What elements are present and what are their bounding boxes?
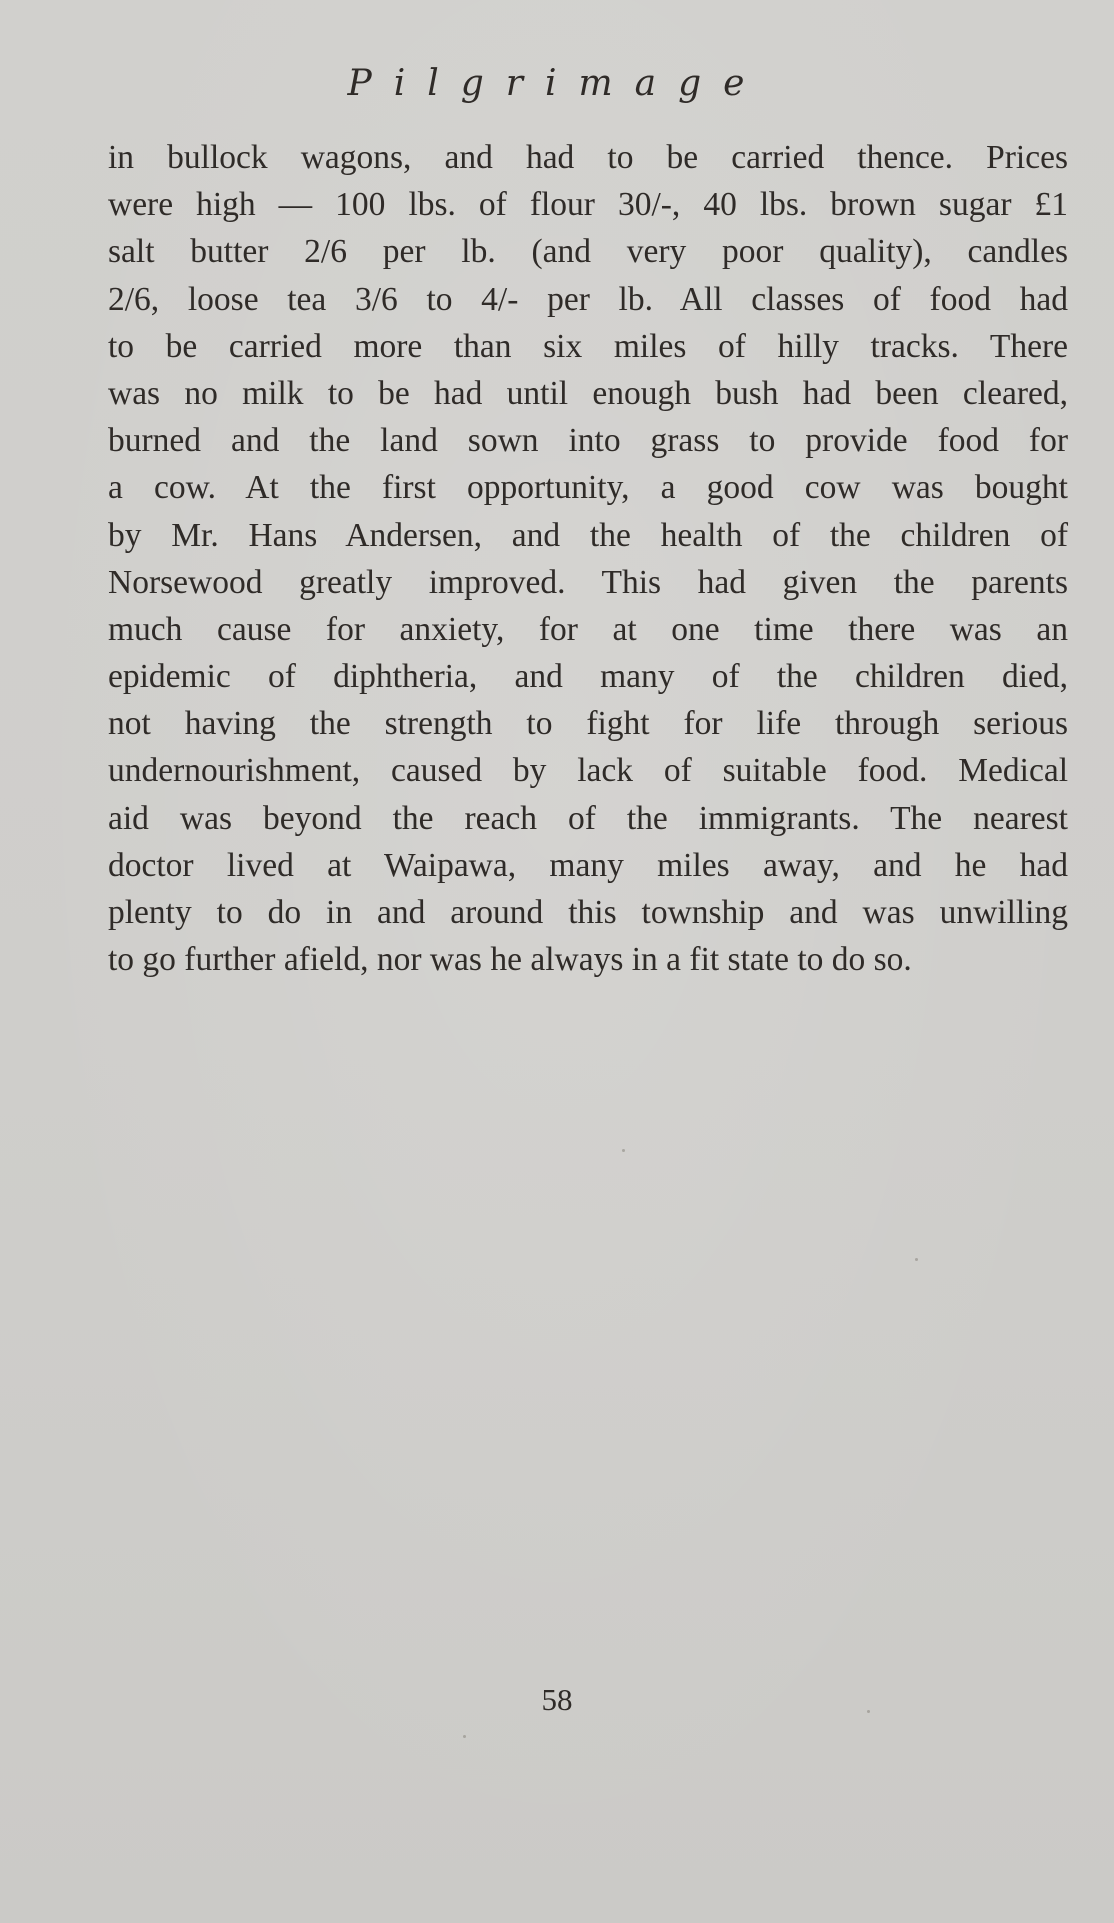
text-line: to be carried more than six miles of hilly tracks. There bbox=[108, 327, 1068, 365]
body-paragraph bbox=[108, 134, 1068, 983]
text-line: Norsewood greatly improved. This had given the parents bbox=[108, 563, 1068, 601]
paper-speck bbox=[867, 1710, 870, 1713]
text-line: epidemic of diphtheria, and many of the children died, bbox=[108, 658, 1068, 696]
text-line: aid was beyond the reach of the immigrants. The nearest bbox=[108, 799, 1068, 837]
text-line: were high — 100 lbs. of flour 30/-, 40 lbs. brown sugar £1 bbox=[108, 186, 1068, 224]
text-line: by Mr. Hans Andersen, and the health of the children of bbox=[108, 516, 1068, 554]
text-line: 2/6, loose tea 3/6 to 4/- per lb. All classes of food had bbox=[108, 280, 1068, 318]
text-line: doctor lived at Waipawa, many miles away, and he had bbox=[108, 846, 1068, 884]
text-line: undernourishment, caused by lack of suitable food. Medical bbox=[108, 752, 1068, 790]
text-line: was no milk to be had until enough bush had been cleared, bbox=[108, 374, 1068, 412]
text-line: not having the strength to fight for life through serious bbox=[108, 705, 1068, 743]
paper-speck bbox=[622, 1149, 625, 1152]
text-line: plenty to do in and around this township and was unwilling bbox=[108, 894, 1068, 931]
paper-speck bbox=[915, 1258, 918, 1261]
text-line: salt butter 2/6 per lb. (and very poor quality), candles bbox=[108, 233, 1068, 271]
running-head: Pilgrimage bbox=[347, 63, 767, 104]
text-line-last: to go further afield, nor was he always in a fit state to do so. bbox=[108, 941, 912, 979]
paper-speck bbox=[463, 1735, 466, 1738]
text-line: in bullock wagons, and had to be carried thence. Prices bbox=[108, 139, 1068, 176]
page-number: 58 bbox=[541, 1682, 573, 1717]
text-line: much cause for anxiety, for at one time there was an bbox=[108, 610, 1068, 648]
text-line: burned and the land sown into grass to provide food for bbox=[108, 422, 1068, 460]
text-line: a cow. At the first opportunity, a good cow was bought bbox=[108, 469, 1068, 507]
